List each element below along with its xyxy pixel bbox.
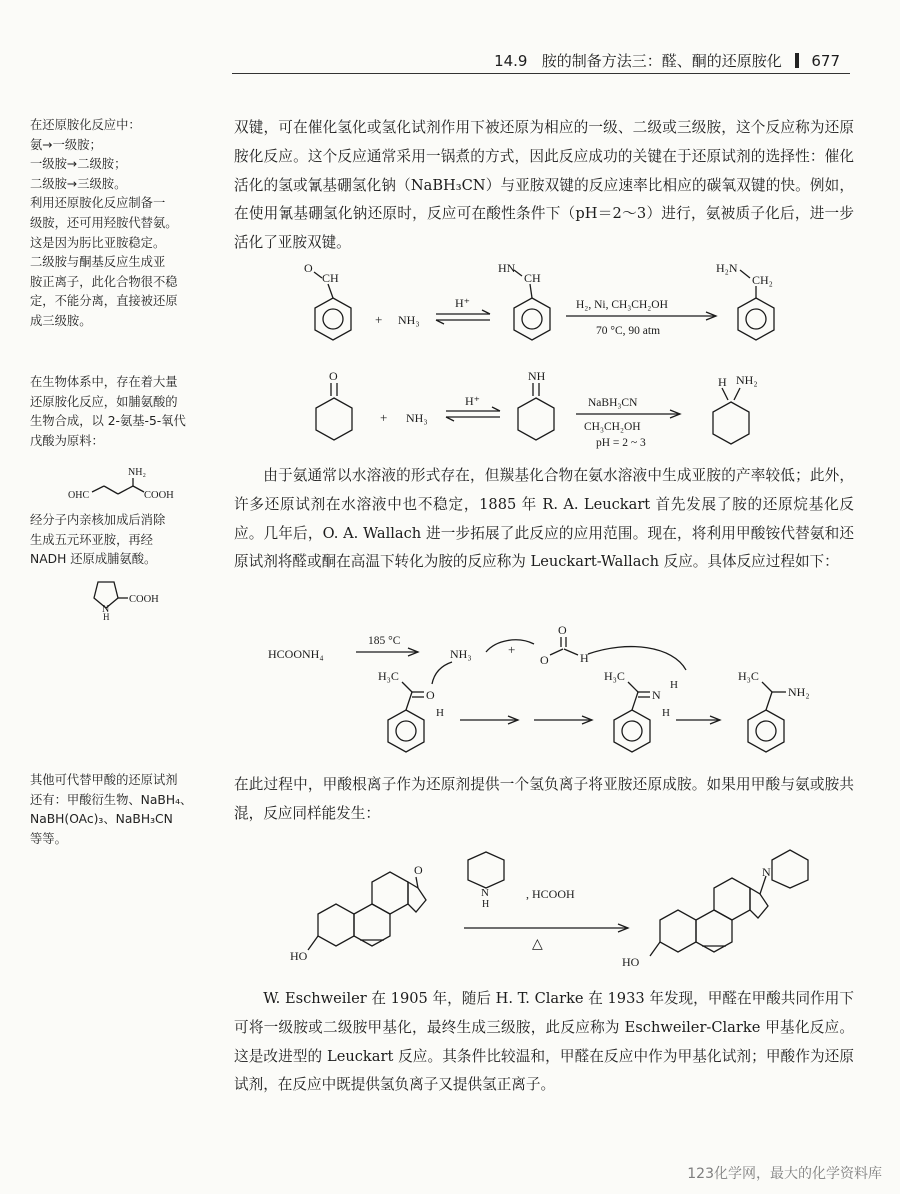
bond: [328, 284, 333, 298]
paragraph-text: W. Eschweiler 在 1905 年，随后 H. T. Clarke 在 1933 年发现，甲醛在甲酸共同作用下可将一级胺或二级胺甲基化，最终生成三级胺，此反应称为 Eschweiler-Clarke 甲基化反应。这是改进型的 Leuckart 反应。其条件比较温和，甲醛在反应中作为甲基化试剂；甲酸作为还原试剂，在反应中既提供氢负离子又提供氢正离子。: [234, 990, 854, 1094]
benzene-ring: [514, 298, 550, 340]
scheme3-h-b1: H: [670, 679, 678, 691]
scheme-steroid-amination: [288, 844, 858, 979]
scheme3-h-a: H: [436, 707, 444, 719]
bond: [762, 682, 772, 692]
scheme1-plus: +: [375, 312, 383, 327]
bond: [550, 649, 563, 655]
scheme2-plus: +: [380, 410, 388, 425]
paragraph-text: 由于氨通常以水溶液的形式存在，但羰基化合物在氨水溶液中生成亚胺的产率较低；此外，许多还原试剂在水溶液中也不稳定，1885 年 R. A. Leuckart 首先发展了胺的还原烷基化反应。几年后，O. A. Wallach 进一步拓展了此反应的应用范围。现在，将利用甲酸铵代替氨和还原试剂将醛或酮在高温下转化为胺的反应称为 Leuckart-Wallach 反应。具体反应过程如下：: [234, 467, 854, 571]
struct-h-label: H: [103, 612, 110, 622]
paragraph-formate-reduction: [234, 771, 854, 829]
scheme3-h-b2: H: [662, 707, 670, 719]
side-line: 定，不能分离，直接被还原: [30, 294, 178, 309]
side-line: 生物合成，以 2-氨基-5-氧代: [30, 414, 186, 429]
scheme4-ho-left: HO: [290, 949, 308, 963]
side-line: NaBH(OAc)₃、NaBH₃CN: [30, 812, 173, 827]
aromatic-circle: [396, 721, 416, 741]
steroid-ring-d: [750, 888, 768, 918]
scheme3-nh3: NH₃: [450, 647, 472, 661]
side-note-reductive-amination: [30, 116, 178, 332]
side-line: 一级胺→二级胺；: [30, 157, 127, 172]
scheme4-h-label: H: [482, 899, 490, 910]
side-line: 其他可代替甲酸的还原试剂: [30, 773, 178, 787]
scheme3-n-plus: N: [652, 688, 661, 702]
side-line: 氨→一级胺；: [30, 137, 102, 152]
scheme2-nh3-label: NH₃: [406, 411, 428, 425]
paragraph-text: 在此过程中，甲酸根离子作为还原剂提供一个氢负离子将亚胺还原成胺。如果用甲酸与氨或胺共混，反应同样能发生：: [234, 776, 854, 822]
cyclohexane-ring: [518, 398, 554, 440]
curved-arrow: [432, 662, 452, 684]
scheme3-o-top: O: [558, 623, 567, 637]
scheme3-o-plus: O: [426, 688, 435, 702]
paragraph-leuckart-wallach: [234, 462, 854, 577]
scheme2-reagent: NaBH₃CN: [588, 397, 638, 409]
struct-cooh-label: COOH: [144, 490, 174, 501]
scheme1-hn-label: HN: [498, 261, 516, 275]
benzene-ring: [748, 710, 784, 752]
bond: [314, 272, 322, 278]
curved-arrow: [588, 647, 686, 670]
scheme1-ch-imine-label: CH: [524, 271, 541, 285]
paragraph-eschweiler-clarke: [234, 985, 854, 1100]
side-line: 级胺，还可用羟胺代替氨。: [30, 215, 178, 230]
struct-nh2-label: NH₂: [128, 467, 146, 478]
section-title: 胺的制备方法三：醛、酮的还原胺化: [541, 52, 782, 70]
piperidine-ring: [772, 850, 808, 888]
bond: [632, 692, 638, 710]
scheme3-plus: +: [508, 642, 516, 657]
bond: [650, 942, 660, 956]
scheme-benzaldehyde-amination: [300, 258, 860, 358]
side-line: 戊酸为原料：: [30, 433, 104, 448]
header-separator: [795, 53, 799, 68]
watermark: 123化学网，最大的化学资料库: [687, 1166, 882, 1182]
bond: [628, 682, 638, 692]
page-number: 677: [811, 52, 840, 70]
side-note-proline: [30, 511, 165, 570]
struct-cooh-label: COOH: [129, 594, 159, 605]
side-line: 生成五元环亚胺，再经: [30, 532, 153, 547]
scheme3-nh2: NH₂: [788, 685, 810, 699]
side-line: 二级胺与酮基反应生成亚: [30, 255, 166, 270]
steroid-ring-d: [408, 882, 426, 912]
cyclohexane-ring: [713, 402, 749, 444]
scheme1-condition-bottom: 70 °C, 90 atm: [596, 325, 661, 337]
header-rule: [232, 73, 850, 74]
benzene-ring: [315, 298, 351, 340]
side-line: 成三级胺。: [30, 313, 92, 328]
scheme4-n-label: N: [481, 887, 489, 899]
bond: [92, 486, 104, 492]
side-line: 还有：甲酸衍生物、NaBH₄、: [30, 792, 193, 807]
bond: [722, 388, 728, 400]
benzene-ring: [738, 298, 774, 340]
side-line: 经分子内亲核加成后消除: [30, 513, 166, 527]
scheme4-reagent: , HCOOH: [526, 887, 575, 901]
scheme-cyclohexanone-amination: [300, 368, 800, 463]
side-line: 二级胺→三级胺。: [30, 176, 127, 191]
side-line: 等等。: [30, 831, 67, 846]
aromatic-circle: [746, 309, 766, 329]
cyclohexane-ring: [316, 398, 352, 440]
steroid-ring-c: [372, 872, 408, 914]
steroid-ring-a: [318, 904, 354, 946]
side-line: 在还原胺化反应中：: [30, 118, 141, 132]
side-note-alternatives: [30, 771, 192, 849]
side-line: 还原胺化反应，如脯氨酸的: [30, 394, 178, 409]
side-line: 胺正离子，此化合物很不稳: [30, 274, 178, 289]
scheme1-nh3-label: NH₃: [398, 313, 420, 327]
scheme2-nh-label: NH: [528, 369, 546, 383]
amino-oxopentanoic-acid-structure: [60, 458, 200, 508]
side-line: 在生物体系中，存在着大量: [30, 375, 178, 389]
bond: [766, 692, 772, 710]
scheme3-reactant: HCOONH₄: [268, 647, 324, 661]
aromatic-circle: [522, 309, 542, 329]
benzene-ring: [388, 710, 424, 752]
bond: [402, 682, 412, 692]
scheme3-h3c-a: H₃C: [378, 669, 399, 683]
scheme1-hplus: H⁺: [455, 296, 470, 310]
scheme1-ch-label: CH: [322, 271, 339, 285]
side-line: 利用还原胺化反应制备一: [30, 196, 166, 211]
scheme3-h3c-b: H₃C: [604, 669, 625, 683]
scheme1-h2n-label: H₂N: [716, 261, 738, 275]
piperidine-ring: [468, 852, 504, 888]
scheme1-condition-top: H₂, Ni, CH₃CH₂OH: [576, 299, 668, 311]
page-header: [0, 0, 900, 80]
bond: [530, 284, 532, 298]
side-note-biosynthesis: [30, 373, 186, 451]
aromatic-circle: [622, 721, 642, 741]
running-title: [494, 50, 840, 71]
scheme2-o-label: O: [329, 369, 338, 383]
bond: [740, 270, 750, 278]
scheme4-o-label: O: [414, 863, 423, 877]
bond: [104, 486, 118, 494]
scheme3-h-formate: H: [580, 651, 589, 665]
struct-n-label: N: [102, 604, 110, 615]
scheme2-ph: pH = 2 ~ 3: [596, 437, 646, 449]
paragraph-text: 双键，可在催化氢化或氢化试剂作用下被还原为相应的一级、二级或三级胺，这个反应称为还原胺化反应。这个反应通常采用一锅煮的方式，因此反应成功的关键在于还原试剂的选择性：催化活化的氢或氰基硼氢化钠（NaBH₃CN）与亚胺双键的反应速率比相应的碳氧双键的快。例如，在使用氰基硼氢化钠还原时，反应可在酸性条件下（pH＝2～3）进行，氨被质子化后，进一步活化了亚胺双键。: [234, 119, 854, 252]
bond: [406, 692, 412, 710]
scheme2-hplus: H⁺: [465, 394, 480, 408]
bond: [734, 388, 740, 400]
bond: [564, 649, 578, 655]
scheme2-solvent: CH₃CH₂OH: [584, 421, 641, 433]
scheme3-o-minus: O: [540, 653, 549, 667]
struct-ohc-label: OHC: [68, 490, 90, 501]
bond: [308, 936, 318, 950]
scheme2-h-label: H: [718, 375, 727, 389]
bond: [133, 486, 144, 492]
paragraph-reductive-amination: [234, 114, 854, 258]
section-number: 14.9: [494, 52, 528, 70]
benzene-ring: [614, 710, 650, 752]
proline-structure: [80, 574, 190, 624]
scheme-leuckart-wallach-mechanism: [268, 622, 828, 757]
aromatic-circle: [323, 309, 343, 329]
aromatic-circle: [756, 721, 776, 741]
scheme4-heat: △: [532, 937, 543, 952]
scheme1-o-label: O: [304, 261, 313, 275]
side-line: NADH 还原成脯氨酸。: [30, 552, 157, 567]
scheme4-ho-right: HO: [622, 955, 640, 969]
bond: [118, 486, 133, 494]
scheme3-temp: 185 °C: [368, 635, 401, 647]
steroid-ring-c: [714, 878, 750, 920]
steroid-ring-a: [660, 910, 696, 952]
side-line: 这是因为肟比亚胺稳定。: [30, 235, 166, 250]
scheme4-n-prod: N: [762, 865, 771, 879]
scheme1-ch2-label: CH₂: [752, 273, 773, 287]
scheme3-h3c-c: H₃C: [738, 669, 759, 683]
scheme2-nh2-label: NH₂: [736, 373, 758, 387]
